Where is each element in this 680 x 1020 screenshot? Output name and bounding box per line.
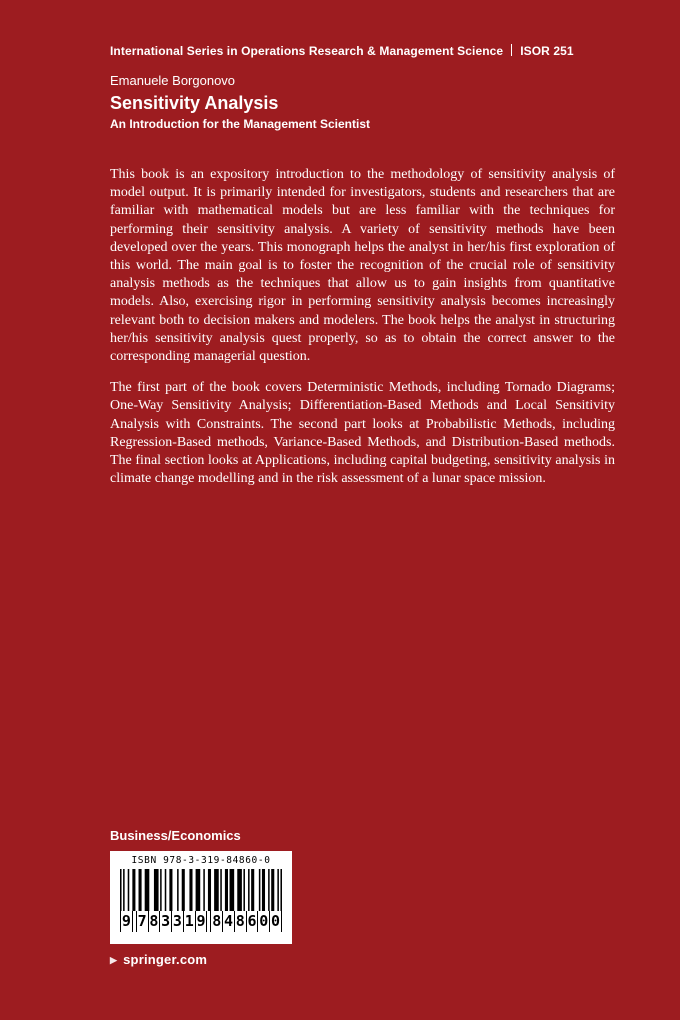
ean-digit: 7: [137, 912, 147, 930]
isbn-label: ISBN 978-3-319-84860-0: [131, 855, 271, 866]
ean-digit: 8: [212, 912, 222, 930]
ean-digit: 1: [184, 912, 194, 930]
ean-digit: 0: [259, 912, 269, 930]
book-title: Sensitivity Analysis: [110, 93, 279, 113]
ean-digit: 9: [121, 912, 131, 930]
barcode-bars: [120, 869, 282, 911]
book-subtitle: An Introduction for the Management Scientist: [110, 116, 371, 131]
series-line: [110, 44, 624, 58]
description-paragraph-1: This book is an expository introduction to the methodology of sensitivity analysis of model output. It is primarily intended for investigators, students and researchers that are familiar with mathematical models but are less familiar with the techniques for performing their sensitivity analysis. A variety of sensitivity methods have been developed over the years. This monograph helps the analyst in her/his first exploration of this world. The main goal is to foster the recognition of the crucial role of sensitivity analysis methods as the techniques that allow us to gain insights from quantitative models. Also, exercising rigor in performing sensitivity analysis becomes increasingly relevant both to decision makers and modelers. The book helps the analyst in structuring her/his sensitivity analysis quest properly, so as to obtain the correct answer to the corresponding managerial question.: [110, 167, 615, 365]
series-title: International Series in Operations Research & Management Science: [110, 44, 504, 58]
publisher-url: springer.com: [123, 952, 208, 967]
ean-digit: 3: [161, 912, 171, 930]
ean-digit: 8: [149, 912, 159, 930]
arrow-icon: ▶: [110, 955, 118, 965]
ean-digit: 0: [271, 912, 281, 930]
author-name: Emanuele Borgonovo: [110, 73, 236, 88]
category-label: Business/Economics: [110, 828, 241, 843]
description: [110, 166, 615, 501]
publisher-line: [110, 952, 207, 967]
description-paragraph-2: The first part of the book covers Deterministic Methods, including Tornado Diagrams; One-Way Sensitivity Analysis; Differentiation-Based Methods and Local Sensitivity Analysis with Constraints. The second part looks at Probabilistic Methods, including Regression-Based methods, Variance-Based Methods, and Distribution-Based methods. The final section looks at Applications, including capital budgeting, sensitivity analysis in climate change modelling and in the risk assessment of a lunar space mission.: [110, 380, 615, 487]
ean-digit: 4: [223, 912, 234, 930]
ean-digits: [120, 911, 282, 932]
ean-digit: 6: [247, 912, 257, 930]
ean-digit: 9: [196, 912, 206, 930]
ean-digit: 3: [172, 912, 182, 930]
header: [110, 44, 624, 131]
series-divider: [511, 44, 512, 56]
series-code: ISOR 251: [520, 44, 574, 58]
barcode: [110, 851, 292, 944]
ean-digit: 8: [235, 912, 245, 930]
